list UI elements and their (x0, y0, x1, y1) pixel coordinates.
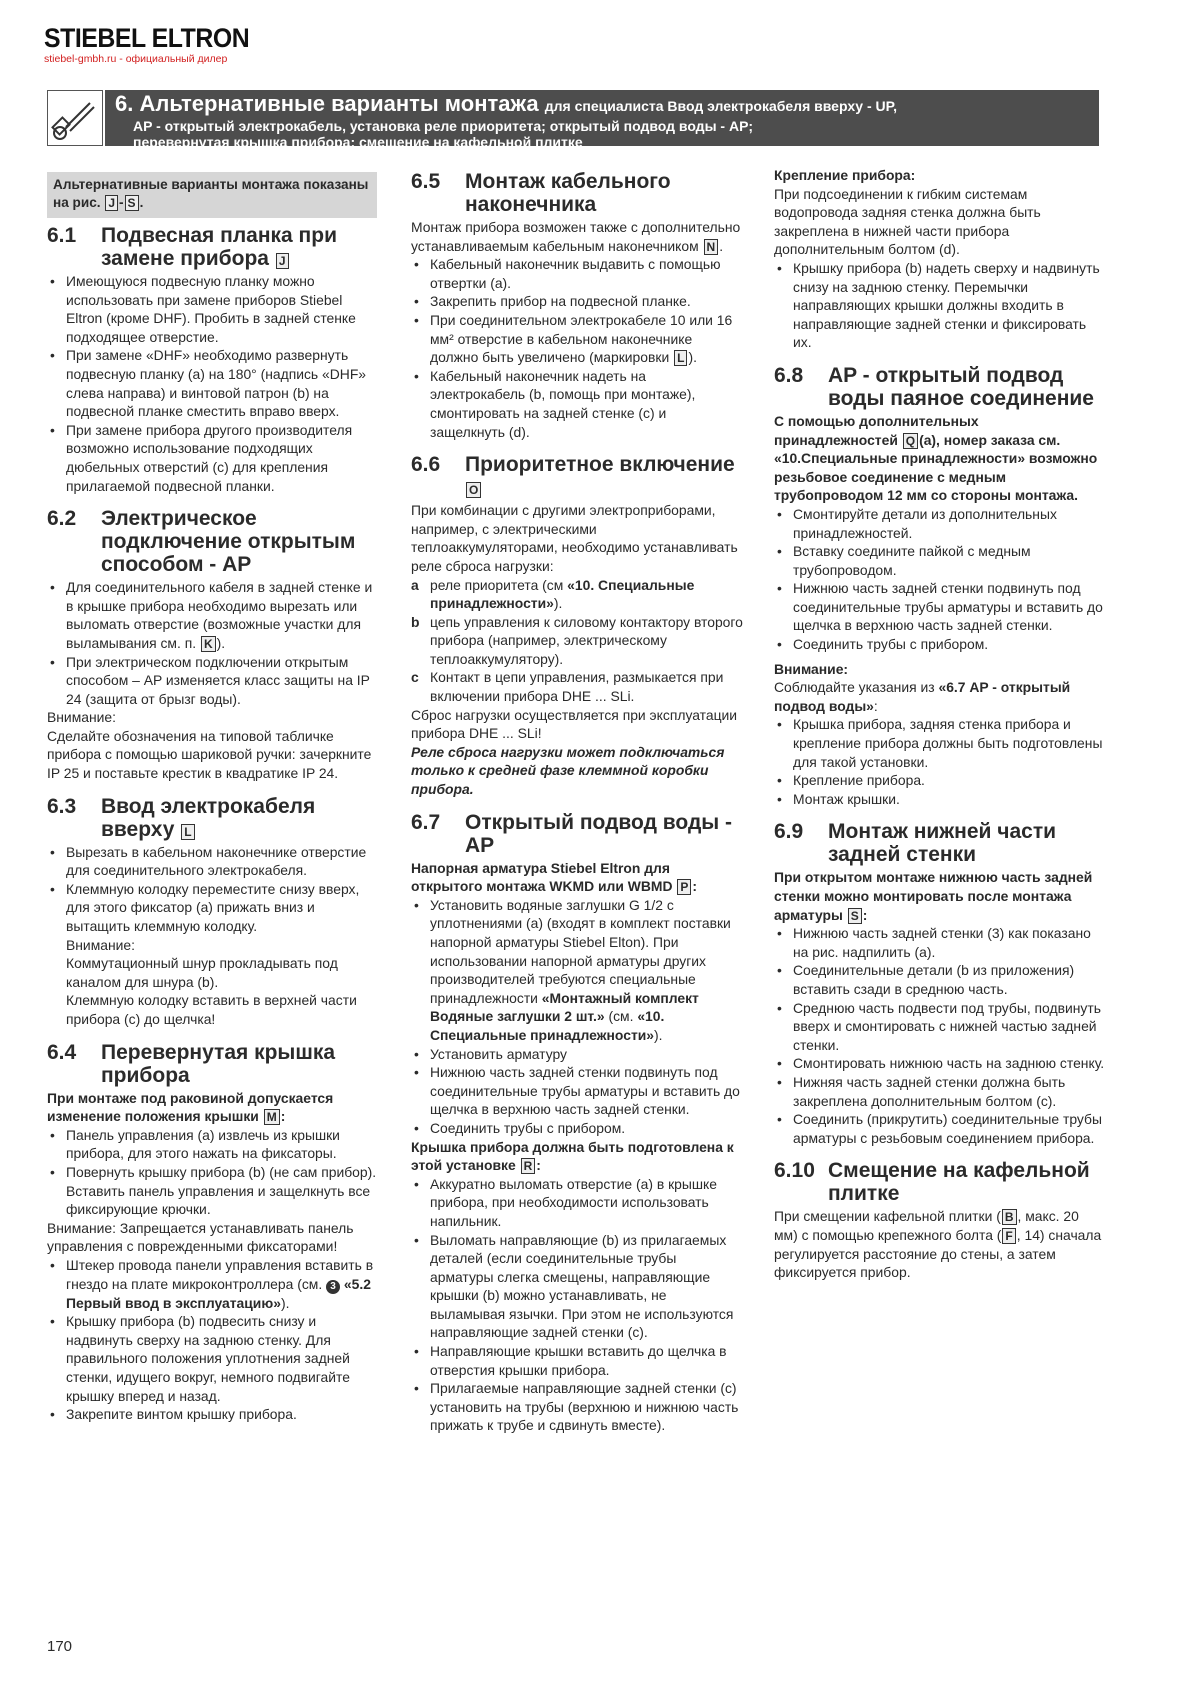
item-key: a (411, 576, 419, 593)
item-end: ). (216, 634, 226, 651)
figure-ref: R (521, 1158, 536, 1174)
section-lead: При комбинации с другими электроприборами, например, с электрическими теплоаккумуляторами, необходимо устанавливать реле сброса нагрузки: (411, 502, 738, 574)
item-tail: Клеммную колодку вставить в верхней части прибора (c) до щелчка! (66, 992, 357, 1027)
heading-6-1 (47, 224, 377, 270)
item-text: реле приоритета (см (430, 576, 564, 593)
warning-label: Внимание: (66, 936, 135, 953)
list-6-2 (47, 578, 377, 708)
list-item: • Повернуть крышку прибора (b) (не сам прибор). Вставить панель управления и защелкнуть все фиксирующие крючки. (47, 1163, 377, 1219)
mount-list (774, 259, 1106, 352)
list-item: • Соединить трубы с прибором. (774, 635, 1106, 654)
item-text: Клеммную колодку переместите снизу вверх, для этого фиксатор (a) прижать вниз и вытащить клеммную колодку. (66, 880, 360, 935)
section-body (774, 1207, 1106, 1281)
item-text: (см. (608, 1008, 634, 1025)
cross-reference: «Монтажный комплект Водяные заглушки 2 шт.» (430, 989, 699, 1025)
figure-ref: M (264, 1109, 280, 1125)
section-lead (774, 412, 1106, 505)
column-2 (411, 166, 743, 1435)
figure-ref: B (1002, 1209, 1017, 1225)
warning-text: Сделайте обозначения на типовой табличке прибора с помощью шариковой ручки: зачеркните IP 25 и поставьте крестик в квадратике IP 24. (47, 727, 372, 782)
item-text: Штекер провода панели управления вставить в гнездо на плате микроконтроллера (см. (66, 1256, 374, 1292)
list-6-1 (47, 272, 377, 495)
list-item: • При электрическом подключении открытым способом – AP изменяется класс защиты на IP 24 (защита от брызг воды). (47, 653, 377, 709)
figure-ref: N (704, 239, 719, 255)
list-6-4b (47, 1256, 377, 1424)
item-text: Контакт в цепи управления, размыкается при включении прибора DHE ... SLi. (430, 669, 724, 705)
list-item: • Вставку соедините пайкой с медным трубопроводом. (774, 542, 1106, 579)
heading-6-5 (411, 170, 743, 216)
list-item: • Аккуратно выломать отверстие (a) в крышке прибора, при необходимости использовать напильник. (411, 1175, 743, 1231)
body-text: При смещении кафельной плитки ( (774, 1208, 1001, 1225)
section-title: Монтаж кабельного наконечника (465, 170, 671, 216)
note-end: . (139, 195, 144, 210)
figure-ref: L (674, 350, 687, 366)
section-lead (47, 1089, 377, 1126)
cross-reference: «10. Специальные принадлежности» (430, 1008, 665, 1043)
heading-6-8 (774, 364, 1106, 410)
warning-end: : (873, 697, 878, 714)
section-tail: Сброс нагрузки осуществляется при эксплуатации прибора DHE ... SLi! (411, 706, 738, 742)
list-item: • Имеющуюся подвесную планку можно использовать при замене приборов Stiebel Eltron (кроме DHF). Пробить в задней стенке подходящее отверстие. (47, 272, 377, 346)
lead-end: . (719, 237, 724, 254)
warning-label: Внимание: (774, 660, 849, 677)
lead-text: При монтаже под раковиной допускается изменение положения крышки (47, 1089, 334, 1125)
list-item: • Нижнюю часть задней стенки подвинуть под соединительные трубы арматуры и вставить до щелчка в верхнюю часть задней стенки. (411, 1063, 743, 1119)
section-title: Подвесная планка при замене прибора (101, 224, 337, 270)
list-item: • Соединить трубы с прибором. (411, 1119, 743, 1138)
item-end: ). (688, 349, 697, 366)
heading-6-2 (47, 507, 377, 576)
list-item (47, 578, 377, 652)
heading-6-3 (47, 795, 377, 841)
lead-end: : (536, 1157, 541, 1174)
list-item: • Панель управления (a) извлечь из крышки прибора, для этого нажать на фиксаторы. (47, 1126, 377, 1163)
list-6-7b (411, 1175, 743, 1435)
lead-end: : (280, 1108, 286, 1125)
lead-text: При открытом монтаже нижнюю часть задней стенки можно монтировать после монтажа арматуры (774, 869, 1093, 923)
item-key: c (411, 669, 419, 686)
list-item: • Смонтируйте детали из дополнительных принадлежностей. (774, 505, 1106, 542)
lead-end: : (692, 878, 698, 895)
list-6-7 (411, 896, 743, 1138)
list-item: • Крышку прибора (b) подвесить снизу и надвинуть сверху на заднюю стенку. Для правильного положения уплотнения задней стенки, идущего вокруг, немного подвигайте крышку вперед и назад. (47, 1312, 377, 1405)
heading-6-4 (47, 1041, 377, 1087)
brand-name: STIEBEL ELTRON (44, 23, 250, 53)
list-item: • Нижнюю часть задней стенки (3) как показано на рис. надпилить (a). (774, 924, 1106, 961)
alternatives-note (47, 172, 377, 218)
section-lead (411, 859, 743, 896)
list-item (411, 311, 743, 367)
dealer-text: stiebel-gmbh.ru - официальный дилер (44, 53, 228, 65)
brand-logo (44, 24, 267, 65)
lead-text: Крышка прибора должна быть подготовлена к этой установке (411, 1138, 734, 1174)
figure-ref-j: J (105, 195, 118, 211)
figure-ref: Q (903, 433, 918, 449)
list-item: • При замене «DHF» необходимо развернуть подвесную планку (a) на 180° (надпись «DHF» слева направа) и винтовой патрон (b) на подвесной планке сместить вправо вверх. (47, 346, 377, 420)
item-text: При соединительном электрокабеле 10 или 16 мм² отверстие в кабельном наконечнике должно быть увеличено (маркировки (430, 311, 733, 366)
banner-line-3: перевернутая крышка прибора; смещение на кафельной плитке (133, 134, 583, 150)
list-6-5 (411, 255, 743, 441)
list-item: • Нижнюю часть задней стенки подвинуть под соединительные трубы арматуры и вставить до щелчка в верхнюю часть задней стенки. (774, 579, 1106, 635)
list-item (411, 613, 743, 669)
item-end: ). (654, 1026, 663, 1043)
heading-6-10 (774, 1159, 1106, 1205)
list-6-8 (774, 505, 1106, 654)
section-number: 6.7 (411, 810, 441, 834)
heading-6-6 (411, 453, 743, 499)
heading-6-9 (774, 820, 1106, 866)
figure-ref: S (848, 908, 862, 924)
list-item: • Среднюю часть подвести под трубы, подвинуть вверх и смонтировать с нижней частью задней стенки. (774, 999, 1106, 1055)
lead-text: С помощью дополнительных принадлежностей (774, 412, 979, 448)
figure-ref: J (276, 253, 289, 269)
banner-section-number: 6. (115, 91, 134, 116)
figure-ref-s: S (125, 195, 139, 211)
item-text: Установить водяные заглушки G 1/2 с уплотнениями (a) (входят в комплект поставки напорной арматуры Stiebel Elton). При использовании напорной арматуры других производителей требуются специальные принадлежности (430, 896, 731, 1006)
banner-title-bar (105, 90, 1099, 150)
section-number: 6.9 (774, 820, 804, 844)
section-number: 6.2 (47, 507, 77, 531)
list-item: • Крепление прибора. (774, 771, 1106, 790)
section-number: 6.8 (774, 363, 804, 387)
warning-text (774, 678, 1106, 715)
section-title: Монтаж нижней части задней стенки (828, 820, 1057, 867)
item-text: цепь управления к силовому контактору второго прибора (например, электрическому теплоаккумулятору). (430, 613, 743, 667)
list-item (411, 668, 743, 705)
mount-label: Крепление прибора: (774, 167, 916, 183)
banner-line-2: AP - открытый электрокабель, установка реле приоритета; открытый подвод воды - AP; (133, 118, 754, 134)
note-text: Альтернативные варианты монтажа показаны на рис. (53, 177, 369, 210)
section-number: 6.5 (411, 170, 441, 193)
list-item: • Смонтировать нижнюю часть на заднюю стенку. (774, 1054, 1106, 1073)
section-title: Перевернутая крышка прибора (101, 1040, 336, 1087)
list-item: • При замене прибора другого производителя возможно использование подходящих дюбельных отверстий (c) для крепления прилагаемой подвесной планки. (47, 421, 377, 495)
item-end: ). (553, 595, 563, 612)
list-item: • Направляющие крышки вставить до щелчка в отверстия крышки прибора. (411, 1342, 743, 1379)
list-item: • Закрепить прибор на подвесной планке. (411, 292, 743, 311)
figure-ref: K (201, 636, 216, 652)
section-title: Ввод электрокабеля вверху (101, 794, 316, 841)
figure-ref: F (1002, 1228, 1015, 1244)
item-end: ). (280, 1294, 290, 1311)
list-item: • Установить арматуру (411, 1045, 743, 1064)
warning-text: Внимание: Запрещается устанавливать панель управления с поврежденными фиксаторами! (47, 1219, 354, 1255)
column-1 (47, 172, 377, 1424)
list-6-6 (411, 576, 743, 706)
lead-text: Монтаж прибора возможен также с дополнительно устанавливаемым кабельным наконечником (411, 219, 741, 254)
list-item: • Прилагаемые направляющие задней стенки (c) установить на трубы (верхнюю и нижнюю часть прижать к трубе и сдвинуть вместе). (411, 1379, 743, 1435)
page-number: 170 (47, 1638, 73, 1655)
list-6-3 (47, 843, 377, 1029)
section-number: 6.10 (774, 1159, 815, 1183)
section-number: 6.3 (47, 794, 77, 818)
list-item: • Кабельный наконечник надеть на электрокабель (b, помощь при монтаже), смонтировать на задней стенке (c) и защелкнуть (d). (411, 367, 743, 441)
lead-end: : (862, 906, 868, 923)
item-key: b (411, 613, 420, 630)
list-6-4 (47, 1126, 377, 1219)
heading-6-7 (411, 811, 743, 857)
list-item: • Кабельный наконечник выдавить с помощью отвертки (a). (411, 255, 743, 292)
cross-reference: «6.7 AP - открытый подвод воды» (774, 679, 1071, 714)
lead-text: (a), номер заказа см. «10.Специальные принадлежности» возможно резьбовое соединение с медным трубопроводом 12 мм со стороны монтажа. (774, 431, 1098, 504)
list-item (411, 576, 743, 613)
list-item: • Нижняя часть задней стенки должна быть закреплена дополнительным болтом (c). (774, 1073, 1106, 1110)
mount-text: При подсоединении к гибким системам водопровода задняя стенка должна быть закреплена в нижней части прибора дополнительным болтом (d). (774, 185, 1041, 258)
section-lead (411, 218, 743, 255)
column-3 (774, 166, 1106, 1282)
section-lead (774, 868, 1106, 924)
list-item: • Крышку прибора (b) надеть сверху и надвинуть снизу на заднюю стенку. Перемычки направляющих крышки должны входить в направляющие задней стенки и фиксировать их. (774, 259, 1106, 352)
section-number: 6.4 (47, 1040, 77, 1064)
list-item (411, 896, 743, 1045)
list-item: • Закрепите винтом крышку прибора. (47, 1405, 377, 1424)
list-6-8b (774, 715, 1106, 808)
body-text: , макс. 20 мм) с помощью крепежного болта ( (774, 1208, 1079, 1243)
list-item: • Соединить (прикрутить) соединительные трубы арматуры с резьбовым соединением прибора. (774, 1110, 1106, 1147)
warning-label: Внимание: (47, 709, 116, 726)
note-sep: - (119, 195, 124, 210)
section-banner (47, 90, 1099, 150)
section-title: Электрическое подключение открытым способом - AP (101, 507, 356, 577)
warning-text: Коммутационный шнур прокладывать под каналом для шнура (b). (66, 955, 338, 990)
cross-reference: «10. Специальные принадлежности» (430, 576, 695, 612)
chapter-circle-ref: 3 (326, 1280, 340, 1294)
list-6-9 (774, 924, 1106, 1147)
list-item: • Монтаж крышки. (774, 790, 1106, 809)
section-title: Смещение на кафельной плитке (828, 1159, 1090, 1206)
figure-ref: O (466, 482, 481, 498)
list-item: • Выломать направляющие (b) из прилагаемых деталей (если соединительные трубы арматуры слегка смещены, направляющие крышки (b) можно устанавливать, не выламывая язычки. При этом не используются направляющие задней стенки (c). (411, 1231, 743, 1343)
list-item: • Вырезать в кабельном наконечнике отверстие для соединительного электрокабеля. (47, 843, 377, 880)
body-text: , 14) сначала регулируется расстояние до стены, а затем фиксируется прибор. (774, 1226, 1102, 1281)
section-title: Открытый подвод воды - AP (465, 810, 733, 857)
figure-ref: L (181, 824, 194, 840)
section-title: Приоритетное включение (465, 453, 735, 477)
list-item: • Крышка прибора, задняя стенка прибора и крепление прибора должны быть подготовлены для такой установки. (774, 715, 1106, 771)
screwdriver-icon (47, 90, 103, 146)
lead-text: Напорная арматура Stiebel Eltron для открытого монтажа WKMD или WBMD (411, 859, 673, 895)
warning-text-main: Соблюдайте указания из (774, 679, 935, 696)
section-lead-2 (411, 1138, 743, 1175)
banner-title-small: для специалиста Ввод электрокабеля вверху - UP, (544, 98, 898, 114)
list-item: • Соединительные детали (b из приложения) вставить сзади в среднюю часть. (774, 961, 1106, 998)
section-tail-bold: Реле сброса нагрузки может подключаться только к средней фазе клеммной коробки прибора. (411, 743, 725, 798)
item-text: Для соединительного кабеля в задней стенке и в крышке прибора необходимо вырезать или выломать отверстие (возможные участки для выламывания см. п. (66, 579, 373, 651)
section-number: 6.1 (47, 224, 77, 247)
section-number: 6.6 (411, 453, 441, 477)
list-item (47, 880, 377, 1029)
banner-title: Альтернативные варианты монтажа (139, 91, 539, 116)
figure-ref: P (677, 879, 691, 895)
list-item (47, 1256, 377, 1312)
section-title: AP - открытый подвод воды паяное соединение (828, 363, 1094, 410)
cross-reference: «5.2 Первый ввод в эксплуатацию» (66, 1275, 371, 1311)
